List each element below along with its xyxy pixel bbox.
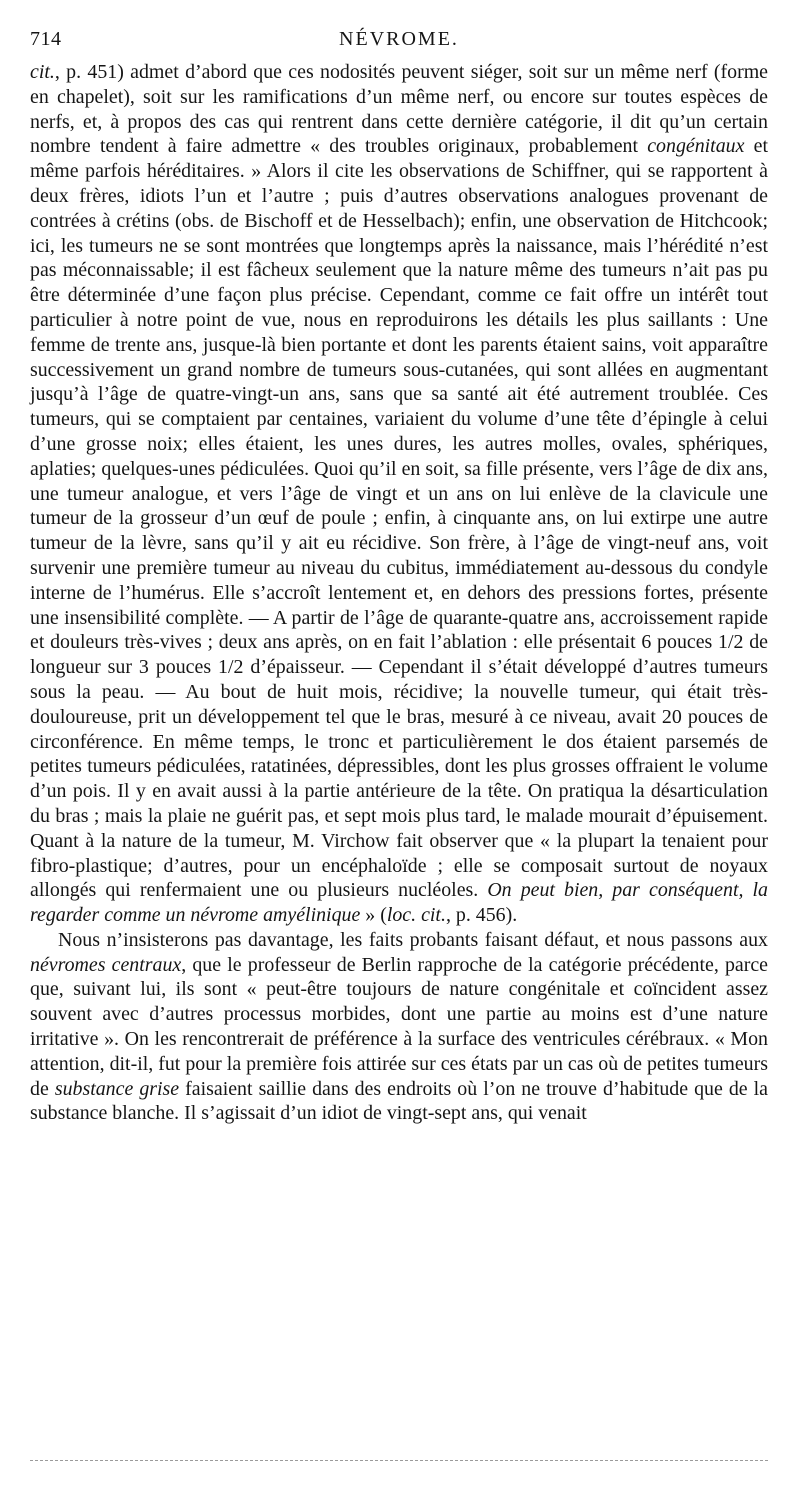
text-run: , p. 456). <box>445 904 518 927</box>
italic-run: loc. cit. <box>386 904 446 927</box>
italic-run: névromes centraux <box>30 953 182 976</box>
footer-dashed-rule <box>30 1460 768 1461</box>
text-run: faisaient saillie dans des endroits où l’on ne trouve d’habitude que de la substance blanche. Il s’agissait d’un idiot de vingt-sept ans, qui venait <box>30 1077 769 1125</box>
paragraph-1 <box>30 60 768 928</box>
running-title: NÉVROME. <box>339 28 459 50</box>
body-text <box>30 60 768 1126</box>
paragraph-2 <box>30 928 768 1126</box>
page-header <box>30 22 768 60</box>
italic-run: cit. <box>30 61 55 83</box>
text-run: , que le professeur de Berlin rapproche de la catégorie précédente, parce que, suivant lui, ils sont « peut-être toujours de nature congénitale et coïncident assez souvent avec d’autres processus morbides, dont une partie au moins est d’une nature irritative ». On les rencontrerait de préférence à la surface des ventricules cérébraux. « Mon attention, dit-il, fut pour la première fois attirée sur ces états par un cas où de petites tumeurs de <box>30 953 768 1100</box>
text-run: , p. 451) admet d’abord que ces nodosités peuvent siéger, soit sur un même nerf (forme en chapelet), soit sur les ramifications d’un même nerf, ou encore sur toutes espèces de nerfs, et, à propos des cas qui rentrent dans cette dernière catégorie, il dit qu’un certain nombre tendent à faire admettre « des troubles originaux, probablement <box>30 61 768 158</box>
document-page <box>30 22 768 1126</box>
italic-run: substance grise <box>54 1077 180 1100</box>
text-run: » ( <box>360 904 387 927</box>
page-number: 714 <box>30 28 62 50</box>
text-run: et même parfois héréditaires. » Alors il cite les observations de Schiffner, qui se rapportent à deux frères, idiots l’un et l’autre ; puis d’autres observations analogues provenant de contrées à crétins (obs. de Bischoff et de Hesselbach); enfin, une observation de Hitchcook; ici, les tumeurs ne se sont montrées que longtemps après la naissance, mais l’hérédité n’est pas méconnaissable; il est fâcheux seulement que la nature même des tumeurs n’ait pas pu être déterminée d’une façon plus précise. Cependant, comme ce fait offre un intérêt tout particulier à notre point de vue, nous en reproduirons les détails les plus saillants : Une femme de trente ans, jusque-là bien portante et dont les parents étaient sains, voit apparaître successivement un grand nombre de tumeurs sous-cutanées, qui sont allées en augmentant jusqu’à l’âge de quatre-vingt-un ans, sans que sa santé ait été autrement troublée. Ces tumeurs, qui se comptaient par centaines, variaient du volume d’une tête d’épingle à celui d’une grosse noix; elles étaient, les unes dures, les autres molles, ovales, sphériques, aplaties; quelques-unes pédiculées. Quoi qu’il en soit, sa fille présente, vers l’âge de dix ans, une tumeur analogue, et vers l’âge de vingt et un ans on lui enlève de la clavicule une tumeur de la grosseur d’un œuf de poule ; enfin, à cinquante ans, on lui extirpe une autre tumeur de la lèvre, sans qu’il y ait eu récidive. Son frère, à l’âge de vingt-neuf ans, voit survenir une première tumeur au niveau du cubitus, immédiatement au-dessous du condyle interne de l’humérus. Elle s’accroît lentement et, en dehors des pressions fortes, présente une insensibilité complète. — A partir de l’âge de quarante-quatre ans, accroissement rapide et douleurs très-vives ; deux ans après, on en fait l’ablation : elle présentait 6 pouces 1/2 de longueur sur 3 pouces 1/2 d’épaisseur. — Cependant il s’était développé d’autres tumeurs sous la peau. — Au bout de huit mois, récidive; la nouvelle tumeur, qui était très-douloureuse, prit un développement tel que le bras, mesuré à ce niveau, avait 20 pouces de circonférence. En même temps, le tronc et particulièrement le dos étaient parsemés de petites tumeurs pédiculées, ratatinées, dépressibles, dont les plus grosses offraient le volume d’un pois. Il y en avait aussi à la partie antérieure de la tête. On pratiqua la désarticulation du bras ; mais la plaie ne guérit pas, et sept mois plus tard, le malade mourait d’épuisement. Quant à la nature de la tumeur, M. Virchow fait observer que « la plupart la tenaient pour fibro-plastique; d’autres, pour un encéphaloïde ; elle se composait surtout de noyaux allongés qui renfermaient une ou plusieurs nucléoles. <box>30 135 768 902</box>
italic-run: congénitaux <box>647 135 745 158</box>
text-run: Nous n’insisterons pas davantage, les faits probants faisant défaut, et nous passons aux <box>58 928 768 951</box>
italic-run: On peut bien, par conséquent, la regarder comme un névrome amyélinique <box>30 879 768 927</box>
